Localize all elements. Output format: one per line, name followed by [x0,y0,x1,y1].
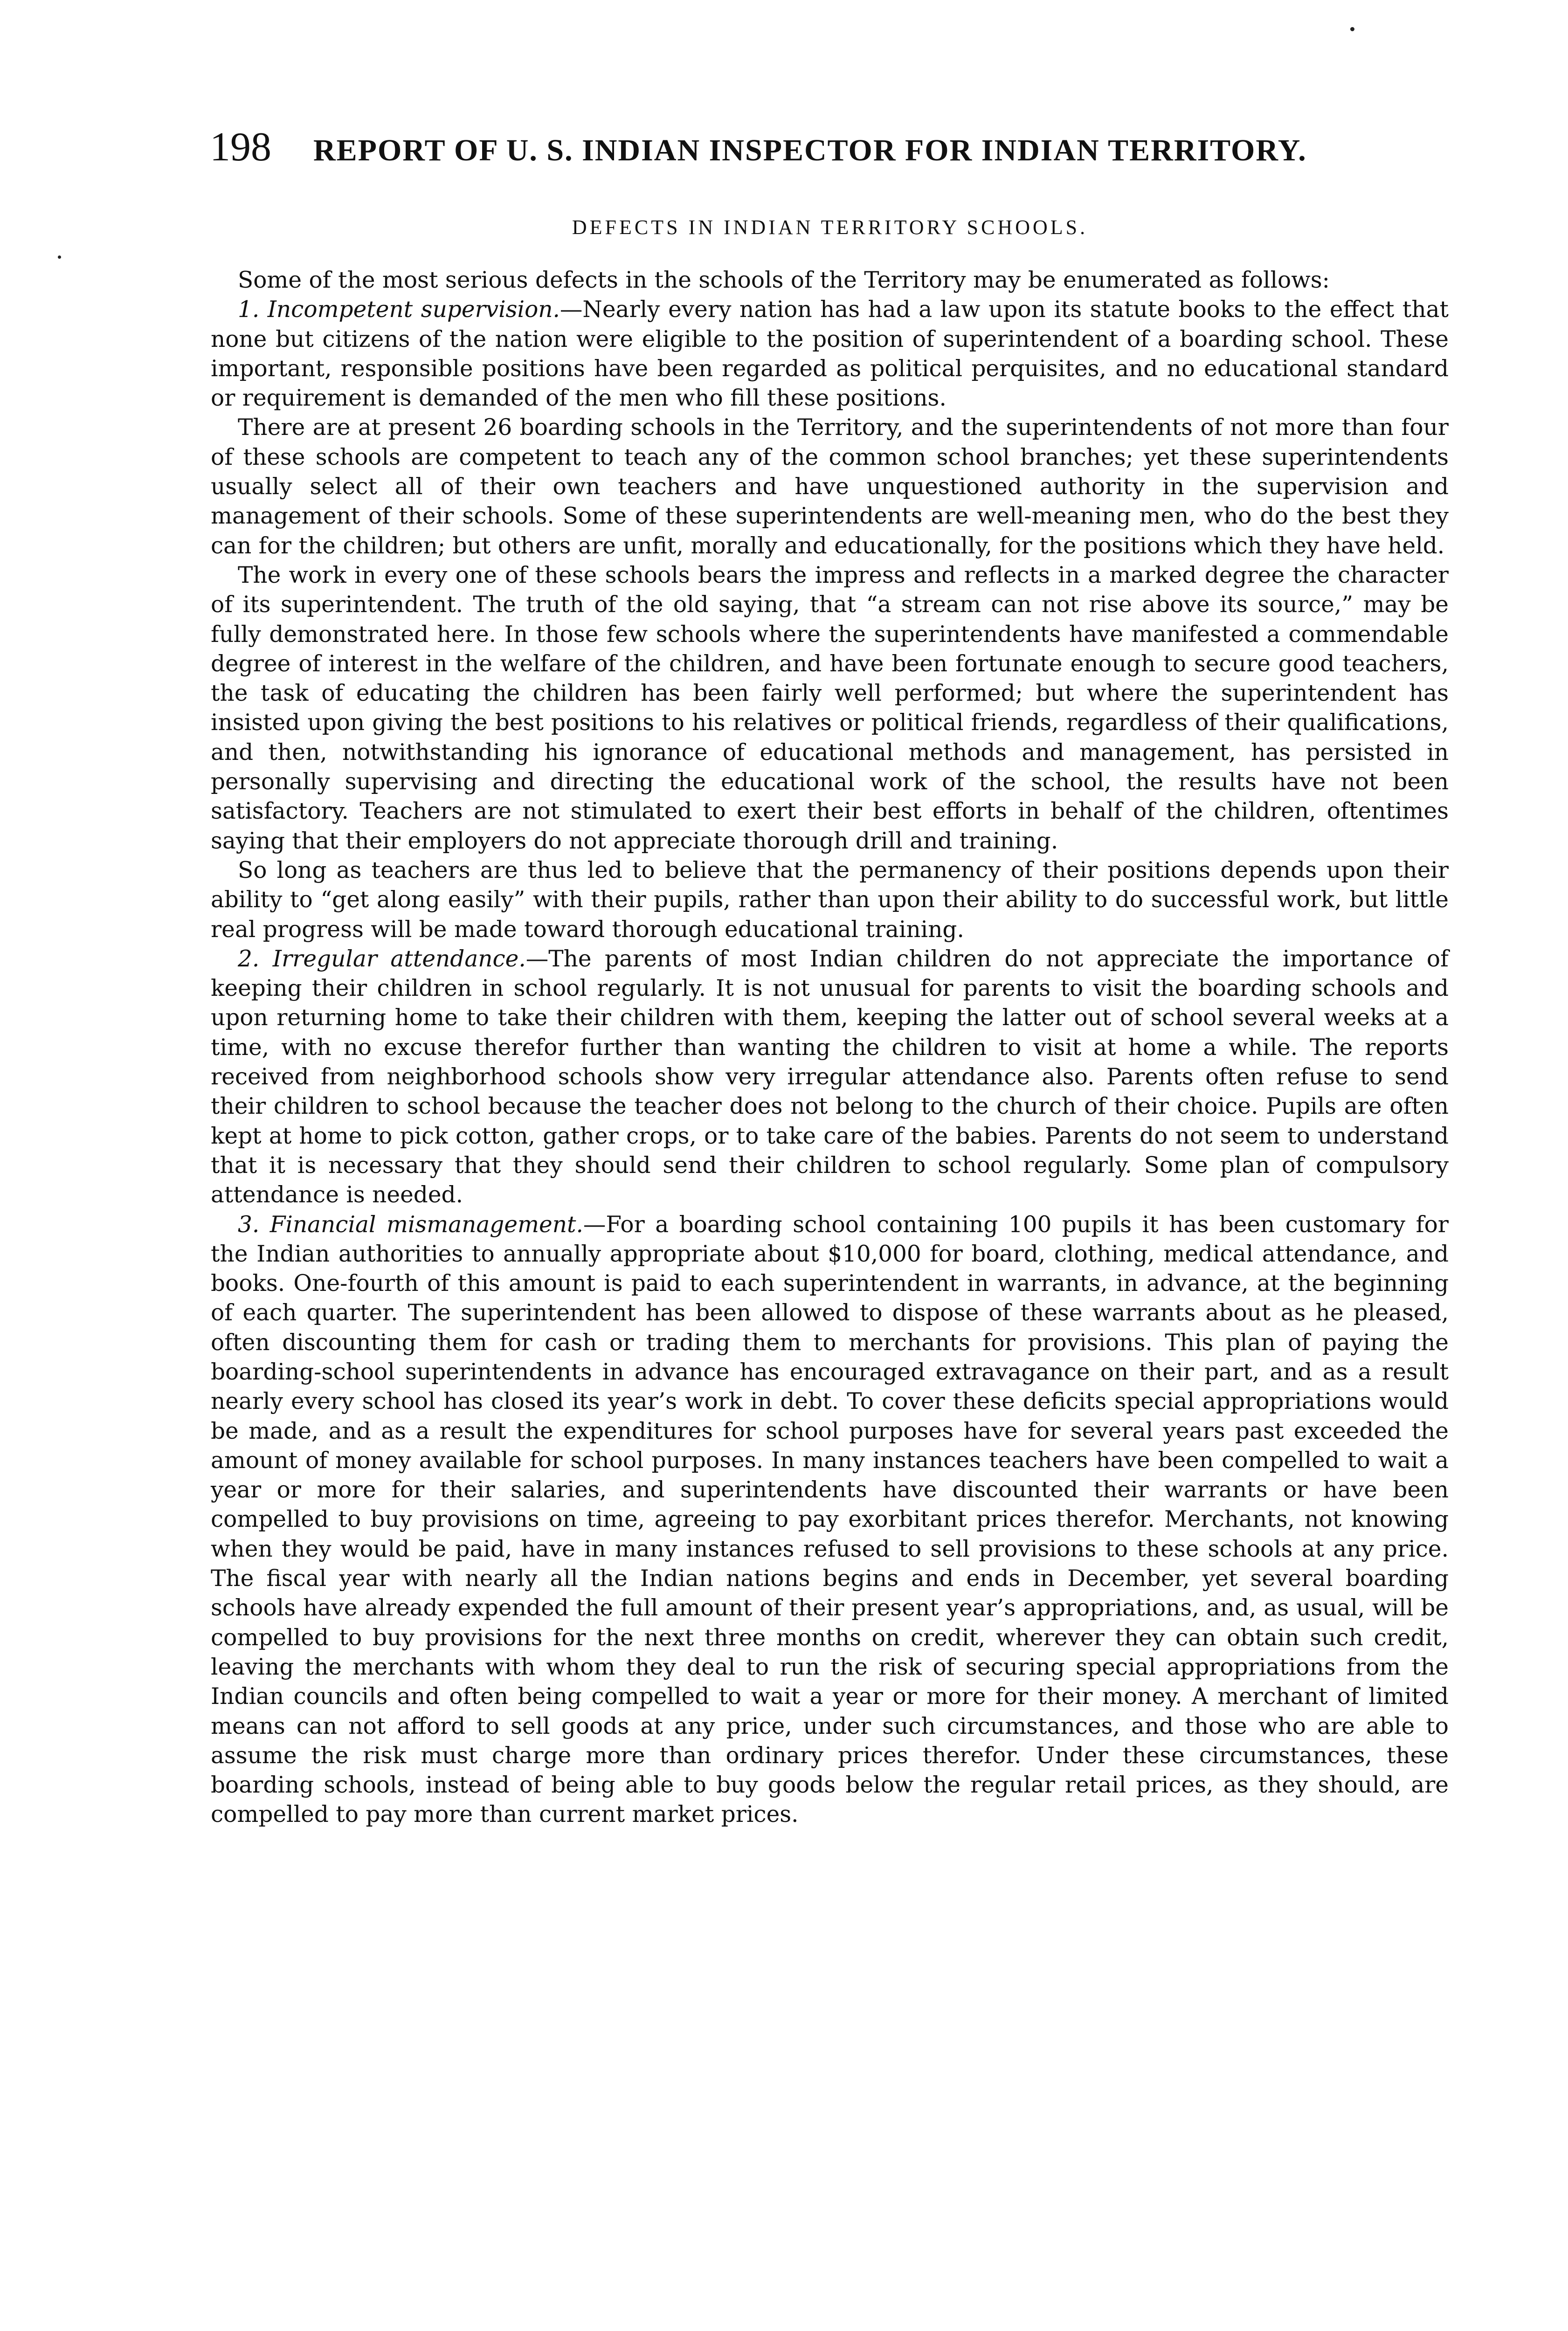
paragraph-superintendent-character: The work in every one of these schools bears the impress and reflects in a marked degree the character of its superintendent. The truth of the old saying, that “a stream can not rise above its source,” may be fully demonstrated here. In those few schools where the superintendents have manifested a commendable degree of interest in the welfare of the children, and have been fortunate enough to secure good teachers, the task of educating the children has been fairly well performed; but where the superintendent has insisted upon giving the best positions to his relatives or political friends, regardless of their qualifications, and then, notwithstanding his ignorance of educational methods and management, has persisted in personally supervising and directing the educational work of the school, the results have not been satisfactory. Teachers are not stimulated to exert their best efforts in behalf of the children, oftentimes saying that their employers do not appreciate thorough drill and training. [211,562,1449,854]
paragraph-lead: 1. Incompetent supervision. [238,297,560,323]
section-title: DEFECTS IN INDIAN TERRITORY SCHOOLS. [572,216,1088,239]
paragraph-lead: 3. Financial mismanagement. [238,1211,583,1238]
scan-speck [1350,27,1354,31]
paragraph-financial-mismanagement: 3. Financial mismanagement.—For a boarding school containing 100 pupils it has been customary for the Indian authorities to annually appropriate about $10,000 for board, clothing, medical attendance, and books. One-fourth of this amount is paid to each superintendent in warrants, in advance, at the beginning of each quarter. The superintendent has been allowed to dispose of these warrants about as he pleased, often discounting them for cash or trading them to merchants for provisions. This plan of paying the boarding-school superintendents in advance has encouraged extravagance on their part, and as a result nearly every school has closed its year’s work in debt. To cover these deficits special appropriations would be made, and as a result the expenditures for school purposes have for several years past exceeded the amount of money available for school purposes. In many instances teachers have been compelled to wait a year or more for their salaries, and superintendents have discounted their warrants or have been compelled to buy provisions on time, agreeing to pay exorbitant prices therefor. Merchants, not knowing when they would be paid, have in many instances refused to sell provisions to these schools at any price. The fiscal year with nearly all the Indian nations begins and ends in December, yet several boarding schools have already expended the full amount of their present year’s appropriations, and, as usual, will be compelled to buy provisions for the next three months on credit, wherever they can obtain such credit, leaving the merchants with whom they deal to run the risk of securing special appropriations from the Indian councils and often being compelled to wait a year or more for their money. A merchant of limited means can not afford to sell goods at any price, under such circumstances, and those who are able to assume the risk must charge more than ordinary prices therefor. Under these circumstances, these boarding schools, instead of being able to buy goods below the regular retail prices, as they should, are compelled to pay more than current market prices. [211,1211,1449,1828]
paragraph-lead: 2. Irregular attendance. [238,945,526,972]
scan-speck [58,255,61,259]
page-header [210,124,1413,179]
page-number: 198 [210,124,271,170]
running-head: REPORT OF U. S. INDIAN INSPECTOR FOR INDIAN TERRITORY. [313,133,1307,167]
paragraph-intro: Some of the most serious defects in the schools of the Territory may be enumerated as follows: [238,267,1330,293]
body-text [211,266,1449,1830]
paragraph-incompetent-supervision: 1. Incompetent supervision.—Nearly every nation has had a law upon its statute books to the effect that none but citizens of the nation were eligible to the position of superintendent of a boarding school. These important, responsible positions have been regarded as political perquisites, and no educational standard or requirement is demanded of the men who fill these positions. [211,297,1449,412]
paragraph-teacher-permanency: So long as teachers are thus led to believe that the permanency of their positions depends upon their ability to “get along easily” with their pupils, rather than upon their ability to do successful work, but little real progress will be made toward thorough educational training. [211,857,1449,943]
paragraph-boarding-schools: There are at present 26 boarding schools in the Territory, and the superintendents of not more than four of these schools are competent to teach any of the common school branches; yet these superintendents usually select all of their own teachers and have unquestioned authority in the supervision and management of their schools. Some of these superintendents are well-meaning men, who do the best they can for the children; but others are unfit, morally and educationally, for the positions which they have held. [211,414,1449,559]
paragraph-irregular-attendance: 2. Irregular attendance.—The parents of most Indian children do not appreciate the importance of keeping their children in school regularly. It is not unusual for parents to visit the boarding schools and upon returning home to take their children with them, keeping the latter out of school several weeks at a time, with no excuse therefor further than wanting the children to visit at home a while. The reports received from neighborhood schools show very irregular attendance also. Parents often refuse to send their children to school because the teacher does not belong to the church of their choice. Pupils are often kept at home to pick cotton, gather crops, or to take care of the babies. Parents do not seem to understand that it is necessary that they should send their children to school regularly. Some plan of compulsory attendance is needed. [211,945,1449,1208]
